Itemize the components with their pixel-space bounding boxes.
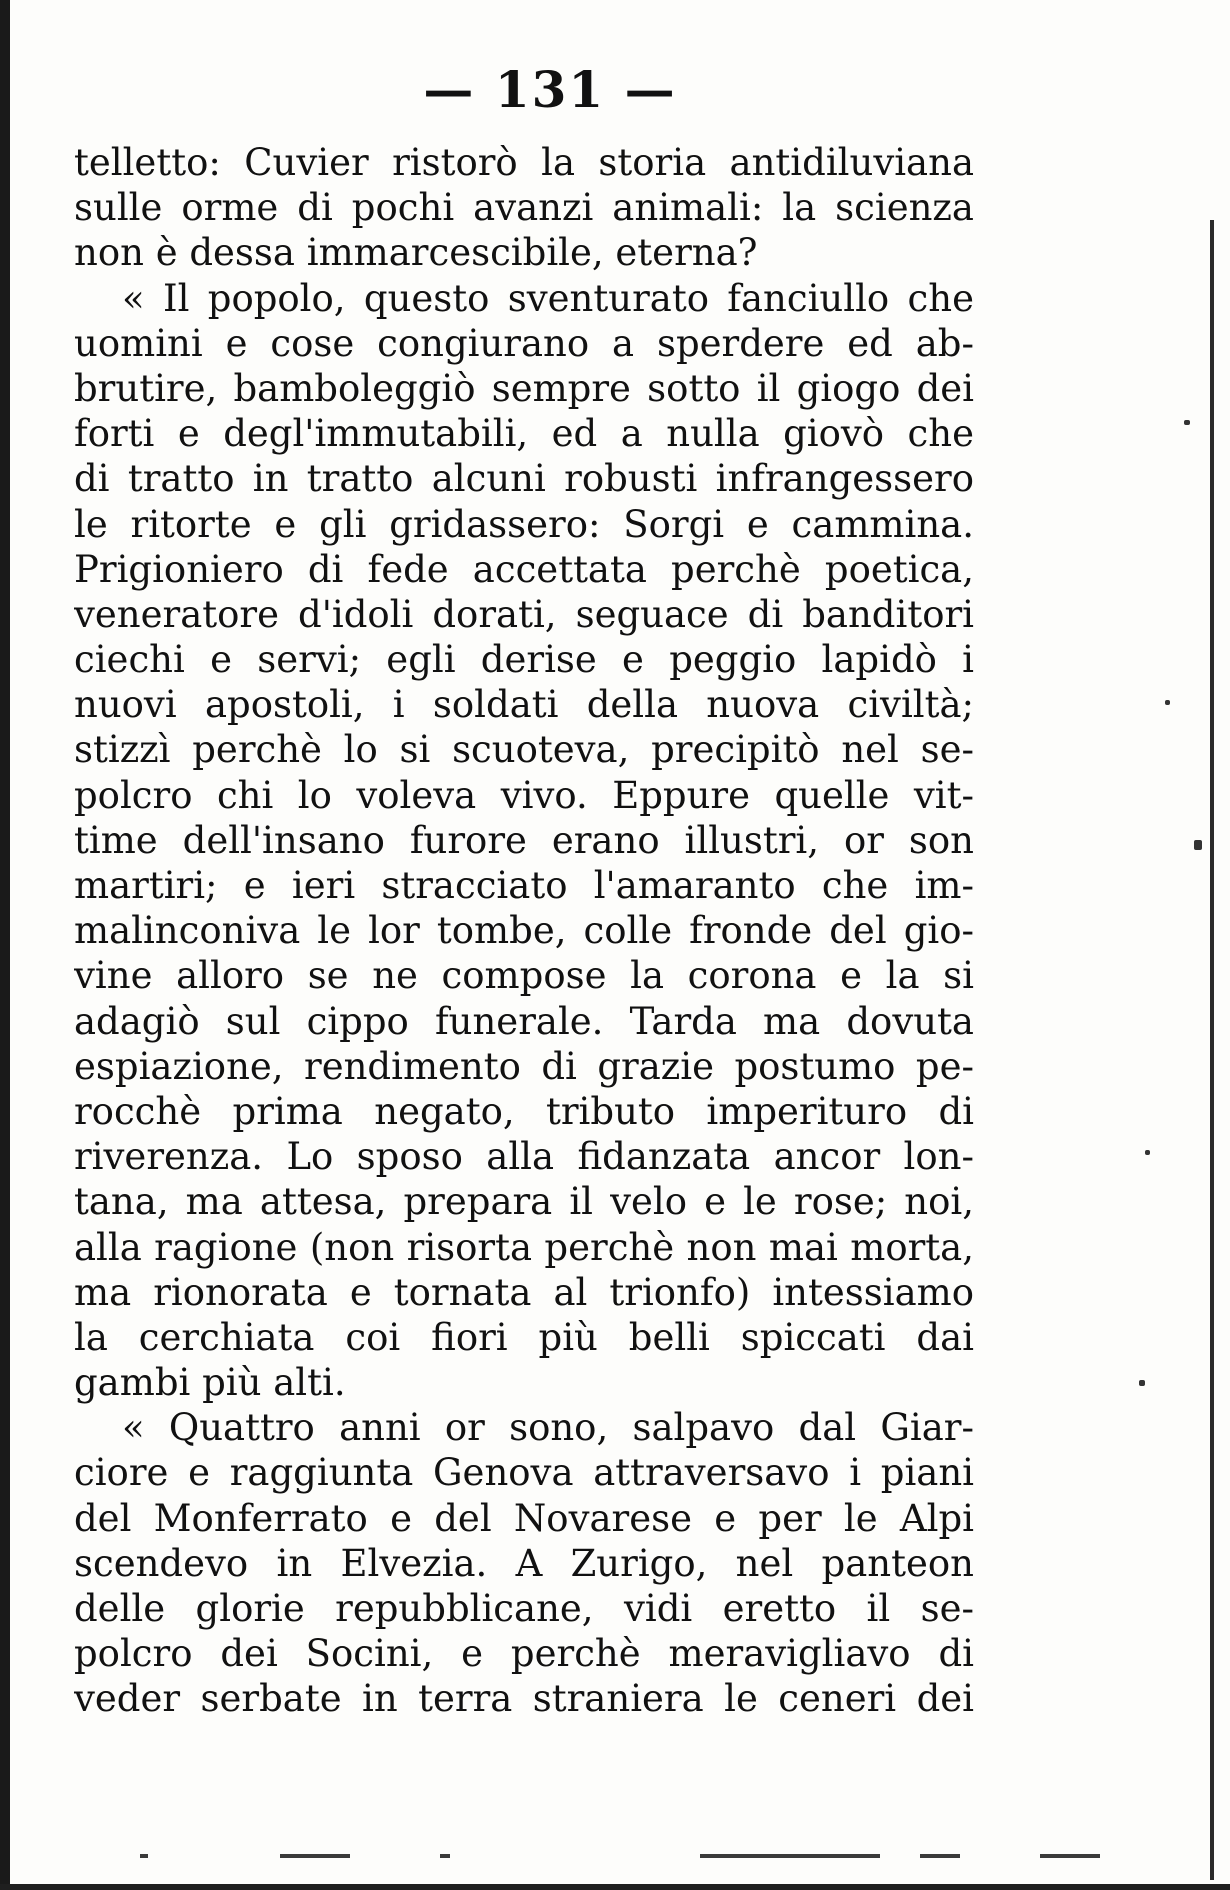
page-left-border: [0, 0, 10, 1890]
text-line: « Il popolo, questo sventurato fanciullo che: [122, 276, 974, 320]
text-line: le ritorte e gli gridassero: Sorgi e cammina.: [74, 502, 974, 546]
scan-speck: [1145, 1150, 1150, 1155]
text-line: ma rionorata e tornata al trionfo) intessiamo: [74, 1270, 974, 1314]
text-line: scendevo in Elvezia. A Zurigo, nel panteon: [74, 1541, 974, 1585]
text-line: nuovi apostoli, i soldati della nuova civiltà;: [74, 683, 974, 727]
text-line: « Quattro anni or sono, salpavo dal Giar-: [122, 1406, 974, 1450]
scan-noise-mark: [920, 1854, 960, 1858]
text-line: telletto: Cuvier ristorò la storia antidiluviana: [74, 141, 974, 184]
scan-noise-mark: [280, 1854, 350, 1858]
scan-speck: [1139, 1380, 1145, 1386]
text-line: riverenza. Lo sposo alla fidanzata ancor lon-: [74, 1135, 974, 1179]
text-line: veder serbate in terra straniera le ceneri dei: [74, 1677, 974, 1721]
scan-speck: [1194, 840, 1202, 850]
text-line: malinconiva le lor tombe, colle fronde del gio-: [74, 909, 974, 953]
text-line: rocchè prima negato, tributo imperituro di: [74, 1089, 974, 1133]
text-line: Prigioniero di fede accettata perchè poetica,: [74, 547, 974, 591]
text-line: forti e degl'immutabili, ed a nulla giovò che: [74, 412, 974, 456]
scan-noise-mark: [440, 1854, 450, 1858]
text-line: espiazione, rendimento di grazie postumo pe-: [74, 1044, 974, 1088]
scan-noise: [140, 1840, 1140, 1858]
scan-noise-mark: [700, 1854, 880, 1858]
text-line: sulle orme di pochi avanzi animali: la scienza: [74, 186, 974, 230]
text-line: time dell'insano furore erano illustri, or son: [74, 818, 974, 862]
scan-noise-mark: [1040, 1854, 1100, 1858]
page-number: — 131 —: [423, 60, 677, 119]
text-line: vine alloro se ne compose la corona e la si: [74, 954, 974, 998]
text-line: delle glorie repubblicane, vidi eretto il se-: [74, 1587, 974, 1630]
text-line: tana, ma attesa, prepara il velo e le rose; noi,: [74, 1180, 974, 1224]
text-line: adagiò sul cippo funerale. Tarda ma dovuta: [74, 999, 974, 1043]
scan-speck: [1165, 700, 1170, 705]
text-line: ciore e raggiunta Genova attraversavo i piani: [74, 1451, 974, 1495]
text-line: ciechi e servi; egli derise e peggio lapidò i: [74, 638, 974, 682]
text-line: martiri; e ieri stracciato l'amaranto che im-: [74, 864, 974, 907]
page-bottom-border: [0, 1884, 1230, 1890]
text-line: alla ragione (non risorta perchè non mai morta,: [74, 1225, 974, 1269]
text-line: veneratore d'idoli dorati, seguace di banditori: [74, 592, 974, 636]
body-text: [74, 140, 974, 1722]
scan-speck: [1184, 420, 1190, 425]
text-line: di tratto in tratto alcuni robusti infrangessero: [74, 457, 974, 501]
scan-noise-mark: [140, 1854, 148, 1858]
page-right-edge: [1210, 220, 1214, 1880]
text-line: polcro chi lo voleva vivo. Eppure quelle vit-: [74, 773, 974, 817]
text-line: del Monferrato e del Novarese e per le Alpi: [74, 1496, 974, 1540]
text-line: gambi più alti.: [74, 1361, 346, 1405]
text-line: stizzì perchè lo si scuoteva, precipitò nel se-: [74, 728, 974, 772]
text-line: la cerchiata coi fiori più belli spiccati dai: [74, 1315, 974, 1359]
text-line: uomini e cose congiurano a sperdere ed ab-: [74, 321, 974, 365]
text-line: brutire, bamboleggiò sempre sotto il giogo dei: [74, 366, 974, 410]
text-line: polcro dei Socini, e perchè meravigliavo di: [74, 1632, 974, 1676]
text-line: non è dessa immarcescibile, eterna?: [74, 231, 758, 275]
